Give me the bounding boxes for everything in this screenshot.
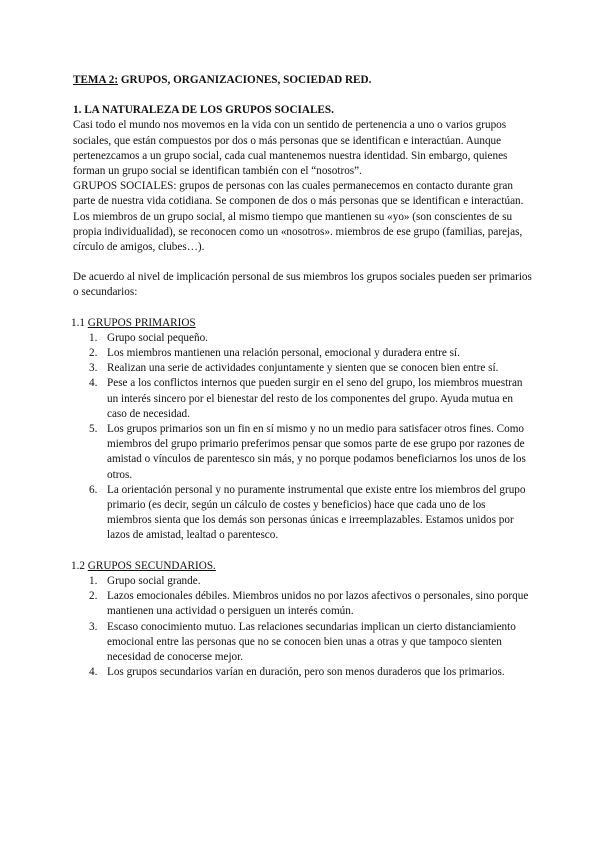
- secundarios-number: 1.2: [71, 559, 85, 572]
- title-text: GRUPOS, ORGANIZACIONES, SOCIEDAD RED.: [118, 74, 372, 86]
- list-item: [73, 620, 533, 666]
- list-text: Escaso conocimiento mutuo. Las relaciones secundarias implican un cierto distanciamiento emocional entre las personas que no se conocen bien unas a otras y que tampoco sienten necesidad de conocerse mejor.: [107, 620, 516, 663]
- list-item: [73, 665, 533, 680]
- list-item: [73, 589, 533, 619]
- primarios-list: [73, 331, 533, 544]
- list-number: 4.: [89, 377, 98, 390]
- list-item: [73, 483, 533, 544]
- list-number: 1.: [89, 331, 98, 344]
- list-text: Pese a los conflictos internos que pueden surgir en el seno del grupo, los miembros muestran un interés sincero por el bienestar del resto de los componentes del grupo. Ayuda mutua en caso de necesidad.: [107, 377, 523, 420]
- secundarios-title: GRUPOS SECUNDARIOS.: [87, 559, 216, 572]
- list-text: Los grupos primarios son un fin en sí mismo y no un medio para satisfacer otros fines. Como miembros del grupo primario preferimos pensar que somos parte de ese grupo por razones de amistad o vínculos de parentesco sin más, y no porque podamos beneficiarnos los unos de los otros.: [107, 423, 526, 481]
- list-text: Realizan una serie de actividades conjuntamente y sienten que se conocen bien entre sí.: [107, 362, 499, 375]
- list-number: 1.: [89, 574, 98, 587]
- list-number: 2.: [89, 347, 98, 360]
- secundarios-list: [73, 574, 533, 680]
- section-1-heading: 1. LA NATURALEZA DE LOS GRUPOS SOCIALES.: [73, 104, 334, 117]
- document-page: [73, 73, 533, 680]
- section-1-paragraph-3: De acuerdo al nivel de implicación personal de sus miembros los grupos sociales pueden ser primarios o secundarios:: [73, 271, 532, 299]
- list-item: [73, 376, 533, 422]
- list-number: 4.: [89, 666, 98, 679]
- list-item: [73, 361, 533, 376]
- section-1-paragraph-2: GRUPOS SOCIALES: grupos de personas con las cuales permanecemos en contacto durante gran parte de nuestra vida cotidiana. Se componen de dos o más personas que se identifican e interactúan. Los miembros de un grupo social, al mismo tiempo que mantienen su «yo» (son conscientes de su propia individualidad), se reconocen como un «nosotros». miembros de ese grupo (familias, parejas, círculo de amigos, clubes…).: [73, 180, 524, 254]
- list-number: 2.: [89, 590, 98, 603]
- section-1-paragraph-1: Casi todo el mundo nos movemos en la vida con un sentido de pertenencia a uno o varios grupos sociales, que están compuestos por dos o más personas que se identifican e interactúan. Aunque pertenezcamos a un grupo social, cada cual mantenemos nuestra identidad. Sin embargo, quienes forman un grupo social se identifican también con el “nosotros”.: [73, 119, 508, 178]
- list-text: Grupo social grande.: [107, 574, 201, 587]
- secundarios-heading: [71, 559, 533, 574]
- title-label: TEMA 2:: [73, 74, 119, 86]
- list-number: 5.: [89, 423, 98, 436]
- list-item: [73, 331, 533, 346]
- list-number: 6.: [89, 483, 98, 496]
- list-text: Los grupos secundarios varían en duración, pero son menos duraderos que los primarios.: [107, 666, 505, 679]
- list-text: La orientación personal y no puramente instrumental que existe entre los miembros del grupo primario (es decir, según un cálculo de costes y beneficios) hace que cada uno de los miembros sienta que los demás son personas únicas e irreemplazables. Estamos unidos por lazos de amistad, lealtad o parentesco.: [107, 483, 526, 542]
- primarios-title: GRUPOS PRIMARIOS: [87, 316, 196, 329]
- document-title: [73, 73, 533, 88]
- list-item: [73, 422, 533, 483]
- list-number: 3.: [89, 362, 98, 375]
- list-text: Lazos emocionales débiles. Miembros unidos no por lazos afectivos o personales, sino porque mantienen una actividad o persiguen un interés común.: [107, 590, 529, 618]
- list-text: Grupo social pequeño.: [107, 331, 208, 344]
- list-item: [73, 574, 533, 589]
- primarios-number: 1.1: [71, 316, 85, 329]
- primarios-heading: [71, 316, 533, 331]
- list-number: 3.: [89, 620, 98, 633]
- list-item: [73, 346, 533, 361]
- list-text: Los miembros mantienen una relación personal, emocional y duradera entre sí.: [107, 347, 460, 360]
